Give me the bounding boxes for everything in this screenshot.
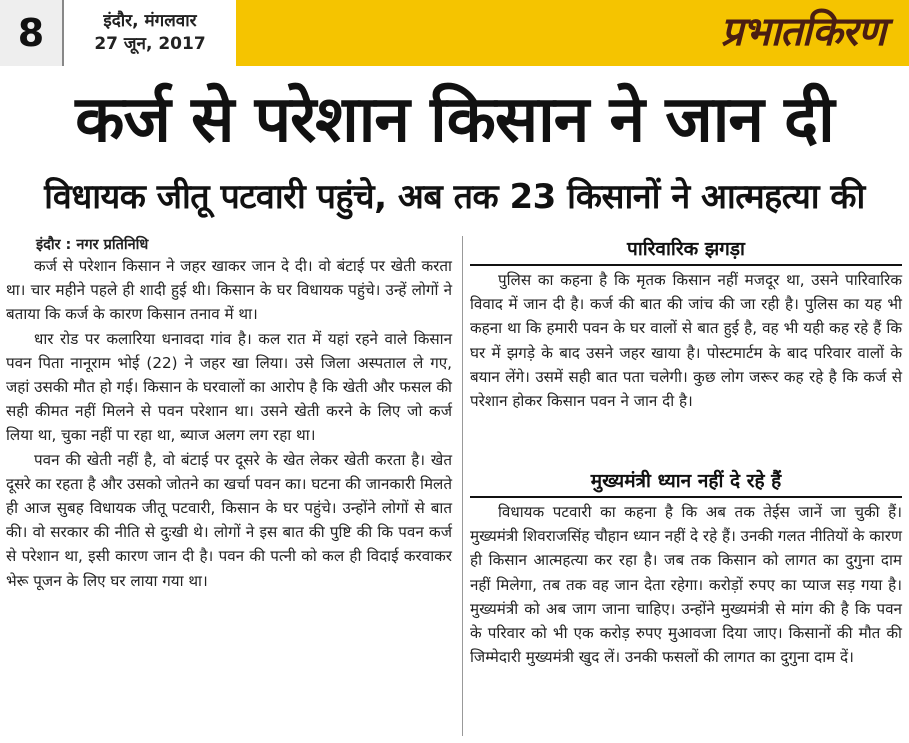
subheadline: विधायक जीतू पटवारी पहुंचे, अब तक 23 किसानों ने आत्महत्या की (44, 177, 865, 217)
section-body-family-dispute (470, 268, 902, 413)
masthead (0, 0, 909, 66)
paragraph: कर्ज से परेशान किसान ने जहर खाकर जान दे दी। वो बंटाई पर खेती करता था। चार महीने पहले ही शादी हुई थी। किसान के घर विधायक पहुंचे। उन्हें लोगों ने बताया कि कर्ज के कारण किसान तनाव में था। (6, 257, 452, 324)
section-body-cm-not-attending (470, 500, 902, 669)
city-day: इंदौर, मंगलवार (103, 11, 197, 31)
paragraph: पवन की खेती नहीं है, वो बंटाई पर दूसरे के खेत लेकर खेती करता है। खेत दूसरे का रहता है और उसको जोतने का खर्चा पवन का। घटना की जानकारी मिलते ही आज सुबह विधायक जीतू पटवारी, किसान के घर पहुंचे। उन्होंने लोगों से बात की। वो सरकार की नीति से दुःखी थे। लोगों ने इस बात की पुष्टि की कि पवन कर्ज से परेशान था, इसी कारण जान दी है। पवन की पत्नी को कल ही विदाई करवाकर भेरू पूजन के लिए घर लाया गया था। (6, 450, 452, 590)
section-heading-family-dispute: पारिवारिक झगड़ा (470, 234, 902, 266)
dateline-box (64, 0, 236, 66)
paragraph: धार रोड पर कलारिया धनावदा गांव है। कल रात में यहां रहने वाले किसान पवन पिता नानूराम भोई (22) ने जहर खा लिया। उसे जिला अस्पताल ले गए, जहां उसकी मौत हो गई। किसान के घरवालों का आरोप है कि खेती और फसल की सही कीमत नहीं मिलने से पवन परेशान था। उसने खेती करने के लिए जो कर्ज लिया था, चुका नहीं पा रहा था, ब्याज अलग लग रहा था। (6, 329, 452, 445)
column-divider (462, 236, 463, 736)
issue-date: 27 जून, 2017 (94, 34, 206, 54)
left-column (6, 236, 452, 593)
paragraph: पुलिस का कहना है कि मृतक किसान नहीं मजदूर था, उसने पारिवारिक विवाद में जान दी है। कर्ज की बात की जांच की जा रही है। पुलिस का यह भी कहना था कि हमारी पवन के घर वालों से बात हुई है, वह भी यही कह रहे हैं कि घर में झगड़े के बाद उसने जहर खाया है। पोस्टमार्टम के बाद परिवार वालों के बयान लेंगे। उसमें सही बात पता चलेगी। कुछ लोग जरूर कह रहे है कि कर्ज से परेशान होकर किसान पवन ने जान दी है। (470, 271, 902, 411)
byline: इंदौर : नगर प्रतिनिधि (36, 237, 149, 253)
newspaper-logo: प्रभातकिरण (720, 9, 885, 55)
paragraph: विधायक पटवारी का कहना है कि अब तक तेईस जानें जा चुकी हैं। मुख्यमंत्री शिवराजसिंह चौहान ध्यान नहीं दे रहे हैं। उनकी गलत नीतियों के कारण ही किसान आत्महत्या कर रहा है। जब तक किसान को लागत का दुगुना दाम नहीं मिलेगा, तब तक वह जान देता रहेगा। करोड़ों रुपए का प्याज सड़ गया है। मुख्यमंत्री को अब जाग जाना चाहिए। उन्होंने मुख्यमंत्री से मांग की है कि पवन के परिवार को भी एक करोड़ रुपए मुआवजा दिया जाए। किसानों की मौत की जिम्मेदारी मुख्यमंत्री खुद लें। उनकी फसलों की लागत का दुगुना दाम दें। (470, 503, 902, 667)
section-heading-cm-not-attending: मुख्यमंत्री ध्यान नहीं दे रहे हैं (470, 466, 902, 498)
page-number-box (0, 0, 64, 66)
headline: कर्ज से परेशान किसान ने जान दी (75, 83, 834, 157)
page-number: 8 (17, 11, 45, 55)
